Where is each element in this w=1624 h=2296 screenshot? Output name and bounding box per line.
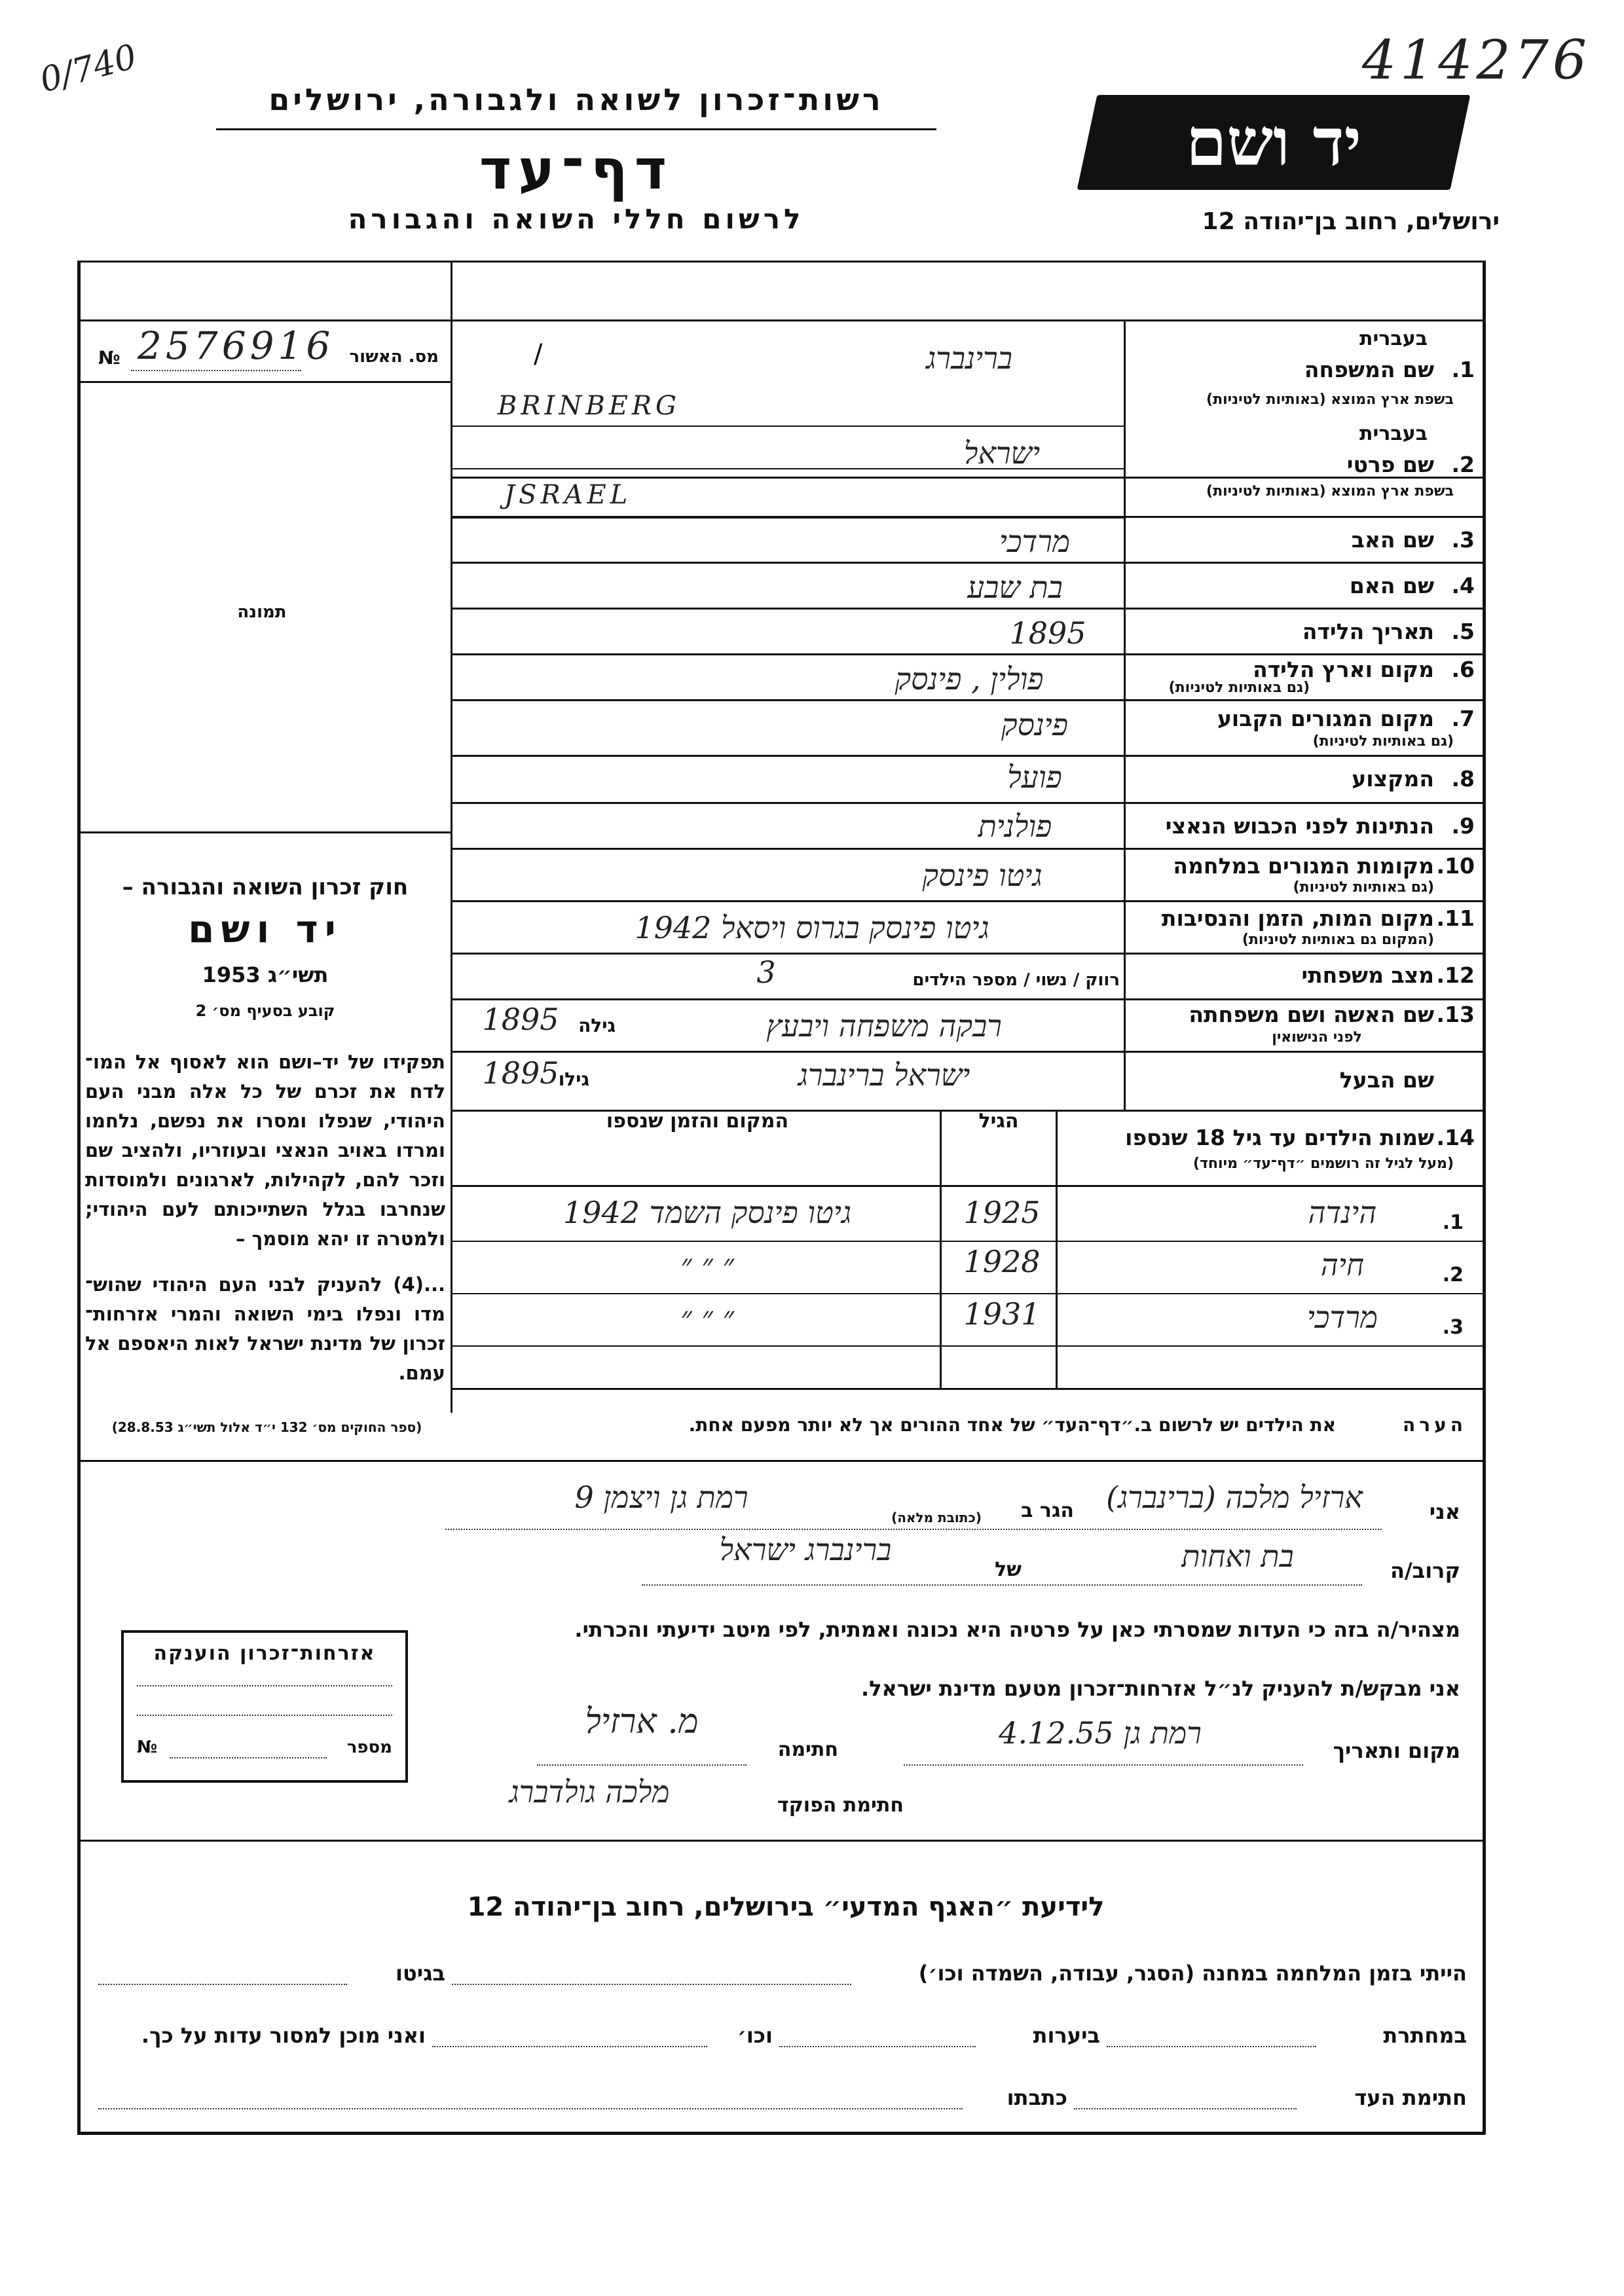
children-number: 14. [1436, 1125, 1475, 1150]
note-text: את הילדים יש לרשום ב.״דף־העד״ של אחד ההורים אך לא יותר מפעם אחת. [688, 1414, 1336, 1436]
declaration-bottom-line [77, 1840, 1485, 1842]
row-line-10 [452, 900, 1485, 902]
frame-right [1483, 261, 1486, 2134]
declaration-resident-label: הגר ב [1021, 1499, 1074, 1522]
approval-no-sign: № [98, 347, 120, 369]
archive-number: 414276 [1362, 29, 1591, 92]
field-8-number: 8. [1451, 766, 1475, 792]
declaration-line-1 [445, 1529, 1382, 1530]
child-row-name: הינדה [1308, 1195, 1377, 1230]
field-7-label: מקום המגורים הקבוע [1217, 706, 1434, 731]
field-13-value: רבקה משפחה ויבעץ [766, 1008, 1002, 1044]
child-row-number: 2. [1442, 1264, 1464, 1286]
place-date-label: מקום ותאריך [1333, 1738, 1460, 1763]
field-6-number: 6. [1451, 657, 1475, 682]
law-text-continued: ...(4) להעניק לבני העם היהודי שהוש־ מדו ונפלו בימי השואה והמרי אזרחות־ זכרון של מדינת ישראל לאות היאספם אל עמם. [85, 1273, 445, 1384]
declaration-i-label: אני [1429, 1499, 1460, 1524]
place-date-line [904, 1764, 1303, 1766]
row-line-8 [452, 802, 1485, 804]
child-row-age: 1928 [963, 1244, 1041, 1279]
field-2-sublabel: בשפת ארץ המוצא (באותיות לטיניות) [1206, 483, 1454, 500]
field-3-label: שם האב [1351, 527, 1434, 553]
row-line-12 [452, 998, 1485, 1000]
field-11-number: 11. [1436, 905, 1475, 931]
child-row-place: ״ ״ ״ [680, 1300, 734, 1335]
child-row-place: ״ ״ ״ [680, 1247, 734, 1283]
field-6-label: מקום וארץ הלידה [1253, 657, 1434, 682]
field-6-sublabel: (גם באותיות לטיניות) [1168, 680, 1310, 696]
field-1-number: 1. [1451, 357, 1475, 382]
official-signature-value: מלכה גולדברג [509, 1774, 670, 1810]
children-header-line [452, 1185, 1485, 1187]
relation-value: בת ואחות [1181, 1539, 1294, 1574]
signature-label: חתימה [777, 1738, 838, 1761]
row-line-2 [452, 516, 1485, 518]
footer-etc-label: וכו׳ [737, 2023, 773, 2048]
field-8-value: פועל [1007, 759, 1062, 795]
field-11-value: גיטו פינסק בגרוס ויסאל 1942 [635, 910, 989, 945]
law-year: תשי״ג 1953 [202, 962, 329, 987]
husband-label: שם הבעל [1339, 1067, 1434, 1093]
field-1-hebrew-tag: בעברית [1359, 327, 1428, 350]
form-subtitle: לרשום חללי השואה והגבורה [348, 203, 805, 235]
footer-underground-line [1107, 2046, 1316, 2047]
footer-witness-signature-label: חתימת העד [1354, 2085, 1467, 2110]
field-10-number: 10. [1436, 853, 1475, 879]
children-heading: שמות הילדים עד גיל 18 שנספו [1125, 1125, 1434, 1150]
law-title-name: יד ושם [188, 907, 342, 951]
footer-forests-label: ביערות [1033, 2023, 1100, 2048]
citizenship-number-label: מספר [346, 1738, 392, 1757]
footer-testimony-label: ואני מוכן למסור עדות על כך. [141, 2023, 426, 2048]
field-2-value: ישראל [963, 435, 1041, 471]
field-6-value: פולין , פינסק [895, 661, 1044, 697]
footer-camp-label: הייתי בזמן המלחמה במחנה (הסגר, עבודה, השמדה וכו׳) [918, 1961, 1467, 1986]
signature-value: מ. ארזיל [585, 1702, 699, 1741]
field-10-value: גיטו פינסק [922, 858, 1043, 893]
note-top-line [452, 1388, 1485, 1390]
photo-box-bottom [77, 831, 452, 833]
field-8-label: המקצוע [1352, 766, 1434, 792]
footer-address-label: כתבתו [1006, 2085, 1067, 2110]
field-4-number: 4. [1451, 573, 1475, 598]
frame-top [77, 261, 1485, 263]
frame-bottom [77, 2132, 1485, 2135]
label-column-divider [1124, 319, 1126, 1112]
citizenship-title: אזרחות־זכרון הוענקה [153, 1642, 376, 1665]
children-col-age-header: הגיל [978, 1110, 1019, 1133]
field-5-number: 5. [1451, 619, 1475, 644]
children-row-line-2 [452, 1293, 1485, 1294]
row-line-3 [452, 562, 1485, 564]
law-text: תפקידו של יד–ושם הוא לאסוף אל המו־ לדח את זכרם של כל אלה מבני העם היהודי, שנפלו ומסרו את נפשם, נלחמו ומרדו באויב הנאצי ובעוזריו, ולהציב שם וזכר להם, לקהילות, לארגונים ולמוסדות שנחרבו בגלל השתייכותם לעם היהודי; ולמטרה זו יהא מוסמך – [85, 1051, 445, 1250]
field-9-number: 9. [1451, 813, 1475, 839]
approval-number-line [131, 370, 301, 371]
field-3-number: 3. [1451, 527, 1475, 553]
archive-note-left: 0/740 [35, 37, 141, 101]
field-1-mark: / [534, 339, 543, 369]
citizenship-box [121, 1630, 408, 1783]
footer-camp-line [452, 1984, 851, 1985]
field-13-age: 1895 [482, 1002, 559, 1037]
field-11-label: מקום המות, הזמן והנסיבות [1161, 905, 1434, 931]
husband-value: ישראל ברינברג [798, 1057, 970, 1093]
field-10-label: מקומות המגורים במלחמה [1173, 853, 1434, 879]
footer-title: לידיעת ״האגף המדעי״ בירושלים, רחוב בן־יהודה 12 [467, 1892, 1105, 1922]
official-signature-label: חתימת הפוקד [777, 1794, 904, 1817]
field-7-value: פינסק [1001, 707, 1068, 742]
field-9-value: פולנית [978, 809, 1052, 844]
declaration-i-value: ארזיל מלכה (ברינברג) [1106, 1480, 1363, 1515]
footer-address-line [98, 2108, 963, 2109]
citizenship-no-sign: № [137, 1738, 158, 1757]
field-2-number: 2. [1451, 452, 1475, 477]
row-line-9 [452, 848, 1485, 850]
child-row-number: 3. [1442, 1316, 1464, 1339]
row-line-13 [452, 1051, 1485, 1053]
row-line-5 [452, 653, 1485, 655]
row-line-7 [452, 755, 1485, 757]
declaration-request: אני מבקש/ת להעניק לנ״ל אזרחות־זכרון מטעם מדינת ישראל. [861, 1676, 1460, 1701]
field-1-value: ברינברג [926, 340, 1012, 376]
field-1-label: שם המשפחה [1304, 357, 1434, 382]
footer-ghetto-label: בגיטו [396, 1961, 445, 1986]
child-row-place: גיטו פינסק השמד 1942 [563, 1195, 852, 1230]
field-12-value: 3 [756, 955, 776, 990]
field-11-sublabel: (המקום גם באותיות לטיניות) [1242, 932, 1434, 948]
child-row-name: מרדכי [1306, 1300, 1378, 1335]
law-clause: קובע בסעיף מס׳ 2 [195, 1002, 335, 1020]
field-7-sublabel: (גם באותיות לטיניות) [1312, 733, 1454, 750]
declaration-address-value: רמת גן ויצמן 9 [574, 1480, 748, 1515]
field-5-label: תאריך הלידה [1302, 619, 1434, 644]
authority-title: רשות־זכרון לשואה ולגבורה, ירושלים [268, 82, 884, 117]
form-title: דף־עד [479, 137, 674, 202]
declaration-address-note: (כתובת מלאה) [891, 1510, 982, 1525]
field-9-label: הנתינות לפני הכבוש הנאצי [1165, 813, 1434, 839]
husband-age: 1895 [482, 1055, 559, 1091]
field-12-label: מצב משפחתי [1301, 962, 1434, 988]
field-12-number: 12. [1436, 962, 1475, 988]
field-3-value: מרדכי [999, 524, 1071, 559]
child-row-name: חיה [1320, 1247, 1365, 1283]
row-line-6 [452, 699, 1485, 701]
yad-vashem-logo [1077, 95, 1471, 190]
of-value: ברינברג ישראל [719, 1532, 892, 1567]
footer-ghetto-line [98, 1984, 347, 1985]
field-4-value: בת שבע [967, 570, 1063, 605]
field-13-number: 13. [1436, 1002, 1475, 1027]
law-title: חוק זכרון השואה והגבורה – [122, 874, 409, 900]
child-row-number: 1. [1442, 1211, 1464, 1234]
of-label: של [995, 1558, 1022, 1581]
logo-text: יד ושם [1186, 103, 1361, 181]
field-13-label: שם האשה ושם משפחתה [1189, 1002, 1434, 1027]
place-date-value: רמת גן 4.12.55 [999, 1715, 1202, 1751]
approval-row-line [77, 381, 452, 383]
approval-label: מס. האשור [349, 347, 439, 367]
children-col-place-header: המקום והזמן שנספו [606, 1110, 789, 1133]
row-line-1 [452, 477, 1485, 479]
children-row-line-3 [452, 1345, 1485, 1347]
relative-label: קרוב/ה [1390, 1558, 1460, 1583]
child-row-age: 1925 [963, 1195, 1041, 1230]
footer-etc-line [432, 2046, 707, 2047]
field-2-label: שם פרטי [1346, 452, 1434, 477]
photo-label: תמונה [237, 602, 287, 622]
footer-underground-label: במחתרת [1383, 2023, 1467, 2048]
field-1-latin: BRINBERG [498, 391, 680, 421]
row-line-11 [452, 953, 1485, 955]
field-13-sublabel: לפני הנישואין [1272, 1029, 1362, 1046]
header-address: ירושלים, רחוב בן־יהודה 12 [1202, 208, 1500, 235]
child-row-age: 1931 [963, 1296, 1041, 1332]
note-bottom-line [77, 1460, 1485, 1462]
field-2-latin: JSRAEL [504, 480, 632, 510]
footer-witness-signature-line [1074, 2108, 1297, 2109]
law-source: (ספר החוקים מס׳ 132 י״ד אלול תשי״ג 28.8.53) [111, 1419, 422, 1435]
field-13-age-label: גילה [578, 1015, 616, 1036]
authority-underline [216, 128, 936, 130]
declaration-line-2 [642, 1584, 1362, 1586]
field-5-value: 1895 [1009, 615, 1086, 651]
declaration-statement: מצהיר/ה בזה כי העדות שמסרתי כאן על פרטיה היא נכונה ואמתית, לפי מיטב ידיעתי והכרתי. [574, 1617, 1460, 1642]
field-2-hebrew-tag: בעברית [1359, 422, 1428, 445]
children-subheading: (מעל לגיל זה רושמים ״דף־עד״ מיוחד) [1192, 1156, 1454, 1172]
field-1-sublabel: בשפת ארץ המוצא (באותיות לטיניות) [1206, 392, 1454, 408]
left-column-divider [451, 261, 452, 1413]
field-12-options: רווק / נשוי / מספר הילדים [912, 970, 1120, 990]
husband-age-label: גילו [558, 1068, 589, 1090]
field-7-number: 7. [1451, 706, 1475, 731]
footer-forests-line [779, 2046, 976, 2047]
top-row-line [77, 319, 1485, 321]
approval-number: 2576916 [138, 323, 335, 368]
children-row-line-1 [452, 1241, 1485, 1242]
field-10-sublabel: (גם באותיות לטיניות) [1293, 879, 1434, 896]
field-4-label: שם האם [1349, 573, 1434, 598]
row-line-1a [452, 426, 1124, 427]
row-line-4 [452, 608, 1485, 610]
note-label: הערה [1403, 1414, 1467, 1436]
frame-left [77, 261, 81, 2134]
signature-line [537, 1764, 747, 1766]
